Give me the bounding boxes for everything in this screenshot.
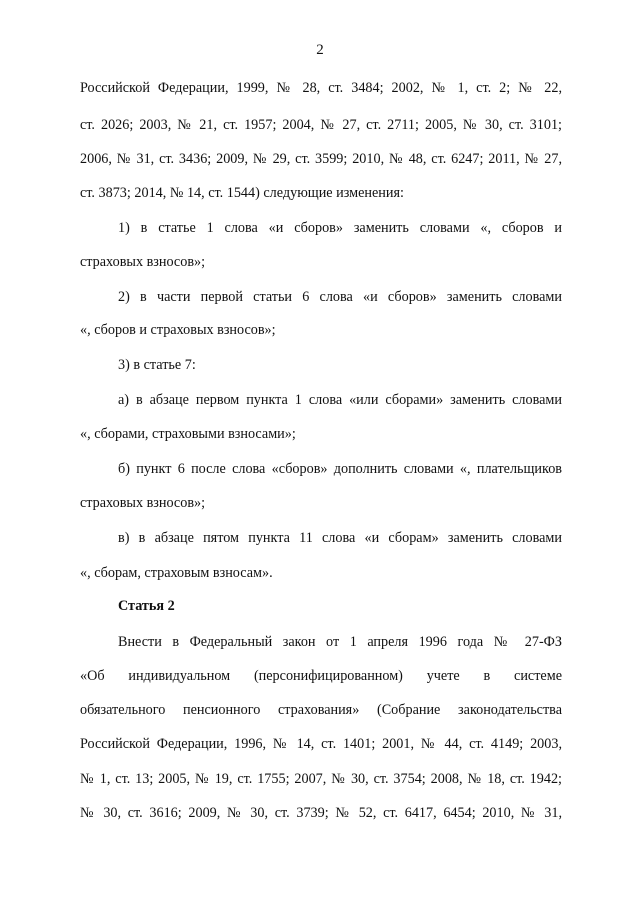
article-2-line-1: Внести в Федеральный закон от 1 апреля 1996 года № 27-ФЗ — [118, 634, 562, 650]
article-2-heading: Статья 2 — [118, 598, 175, 614]
text-line-1: Российской Федерации, 1999, № 28, ст. 3484; 2002, № 1, ст. 2; № 22, — [80, 80, 562, 96]
text-line-4: ст. 3873; 2014, № 14, ст. 1544) следующие изменения: — [80, 185, 404, 201]
amendment-3a-line-2: «, сборами, страховыми взносами»; — [80, 426, 296, 442]
amendment-2-line-1: 2) в части первой статьи 6 слова «и сборов» заменить словами — [118, 289, 562, 305]
article-2-line-6: № 30, ст. 3616; 2009, № 30, ст. 3739; № 52, ст. 6417, 6454; 2010, № 31, — [80, 805, 562, 821]
article-2-line-3: обязательного пенсионного страхования» (Собрание законодательства — [80, 702, 562, 718]
article-2-line-5: № 1, ст. 13; 2005, № 19, ст. 1755; 2007, № 30, ст. 3754; 2008, № 18, ст. 1942; — [80, 771, 562, 787]
amendment-3b-line-1: б) пункт 6 после слова «сборов» дополнить словами «, плательщиков — [118, 461, 562, 477]
amendment-3-heading: 3) в статье 7: — [118, 357, 196, 373]
amendment-3a-line-1: а) в абзаце первом пункта 1 слова «или сборами» заменить словами — [118, 392, 562, 408]
article-2-line-2: «Об индивидуальном (персонифицированном) учете в системе — [80, 668, 562, 684]
amendment-3v-line-2: «, сборам, страховым взносам». — [80, 565, 273, 581]
amendment-3v-line-1: в) в абзаце пятом пункта 11 слова «и сборам» заменить словами — [118, 530, 562, 546]
text-line-2: ст. 2026; 2003, № 21, ст. 1957; 2004, № 27, ст. 2711; 2005, № 30, ст. 3101; — [80, 117, 562, 133]
text-line-3: 2006, № 31, ст. 3436; 2009, № 29, ст. 3599; 2010, № 48, ст. 6247; 2011, № 27, — [80, 151, 562, 167]
amendment-1-line-1: 1) в статье 1 слова «и сборов» заменить словами «, сборов и — [118, 220, 562, 236]
amendment-2-line-2: «, сборов и страховых взносов»; — [80, 322, 276, 338]
article-2-line-4: Российской Федерации, 1996, № 14, ст. 1401; 2001, № 44, ст. 4149; 2003, — [80, 736, 562, 752]
amendment-1-line-2: страховых взносов»; — [80, 254, 206, 270]
page-number: 2 — [316, 42, 324, 58]
amendment-3b-line-2: страховых взносов»; — [80, 495, 206, 511]
